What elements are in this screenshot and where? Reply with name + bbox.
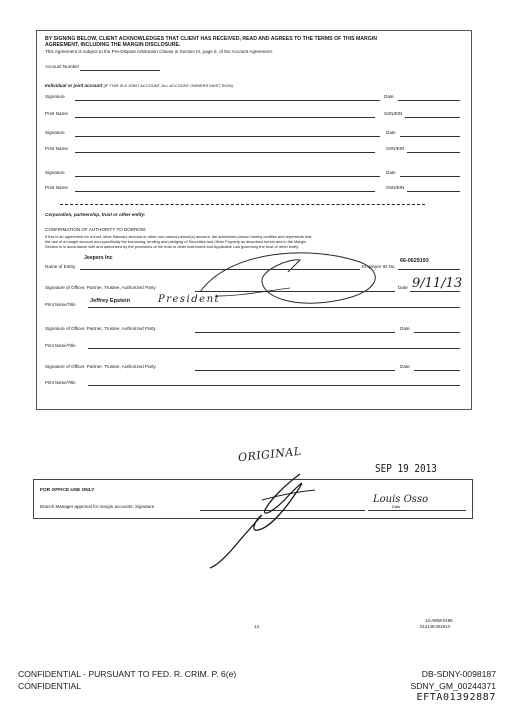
bates-number-1: DB-SDNY-0098187 — [421, 669, 496, 679]
corporation-heading: Corporation, partnership, trust or other entity: — [45, 212, 146, 217]
print-name-title-label-2: Print Name/Title — [45, 343, 76, 348]
account-number-label: Account Number — [45, 64, 80, 69]
manager-approval-label: Branch Manager approval for margin accounts: Signature — [40, 504, 155, 509]
ssn-label-1: SSN/EIN — [384, 111, 403, 116]
signature-label-1: Signature — [45, 94, 65, 99]
confidential-line-1: CONFIDENTIAL - PURSUANT TO FED. R. CRIM. P. 6(e) — [18, 669, 237, 679]
header-line-1: BY SIGNING BELOW, CLIENT ACKNOWLEDGES THAT CLIENT HAS RECEIVED, READ AND AGREES TO THE TERMS OF THIS MARGIN — [45, 36, 378, 42]
confirmation-text-2: the use of a margin account and specifically the borrowing, lending and pledging of Securities and Other Property as described herein and in the Margin — [45, 239, 307, 244]
ssn-label-3: SSN/EIN — [386, 185, 405, 190]
bates-number-3: EFTA01392887 — [416, 692, 496, 703]
officer-signature-label-3: Signature of Officer, Partner, Trustee, Authorized Party — [45, 364, 156, 369]
header-line-3: This Agreement is subject to the Pre-Dispute Arbitration Clause in Section III, page 5, of the Account Agreement. — [45, 49, 274, 54]
header-line-2: AGREEMENT, INCLUDING THE MARGIN DISCLOSURE. — [45, 42, 181, 48]
officer-date-label-1: Date — [398, 285, 408, 290]
signature-label-3: Signature — [45, 170, 65, 175]
date-label-1: Date — [384, 94, 394, 99]
entity-name-label: Name of Entity — [45, 264, 76, 269]
officer-signature-stroke — [215, 288, 290, 296]
officer-signature-label-1: Signature of Officer, Partner, Trustee, Authorized Party — [45, 285, 156, 290]
office-use-heading: FOR OFFICE USE ONLY — [40, 488, 95, 493]
officer-date-label-3: Date — [400, 364, 410, 369]
handwritten-date: 9/11/13 — [412, 276, 463, 291]
ssn-label-2: SSN/EIN — [386, 146, 405, 151]
individual-note: (IF THIS IS A JOINT ACCOUNT, ALL ACCOUNT OWNERS MUST SIGN) — [103, 83, 233, 88]
handwritten-original: ORIGINAL — [237, 444, 303, 465]
received-date-stamp: SEP 19 2013 — [375, 462, 437, 475]
date-label-3: Date — [386, 170, 396, 175]
date-label-2: Date — [386, 130, 396, 135]
manager-signature-scribble — [210, 474, 302, 568]
print-name-title-label-1: Print Name/Title — [45, 302, 76, 307]
confirmation-text-3: Section is in accordance with and authorized by the provisions of the trust or other instrument and Applicable Law governing the trust or other entity. — [45, 244, 300, 249]
handwritten-title: President — [158, 294, 221, 305]
office-date-label: Date — [392, 504, 401, 509]
confidential-line-2: CONFIDENTIAL — [18, 681, 82, 691]
print-name-label-2: Print Name — [45, 146, 68, 151]
signature-label-2: Signature — [45, 130, 65, 135]
print-name-label-1: Print Name — [45, 111, 68, 116]
print-name-label-3: Print Name — [45, 185, 68, 190]
manager-name-handwritten: Louis Osso — [373, 494, 429, 505]
individual-heading-bold: Individual or joint account — [45, 83, 103, 88]
confirmation-text-1: If this is an agreement for a trust, other fiduciary account or other non-natural person(s) account, the authorized person hereby certifies and represents that — [45, 234, 312, 239]
employer-id-label: Employer ID No. — [362, 264, 396, 269]
bates-number-2: SDNY_GM_00244371 — [410, 681, 496, 691]
form-code-2: 012145.002813 — [420, 624, 450, 629]
employer-id-value: 66-0629193 — [400, 258, 429, 264]
print-name-value: Jeffrey Epstein — [90, 298, 131, 304]
page-number: 14 — [254, 624, 260, 629]
entity-name-value: Jeepers Inc — [84, 255, 113, 261]
officer-date-label-2: Date — [400, 326, 410, 331]
form-code-1: 13-AWM-0195 — [425, 618, 453, 623]
officer-signature-label-2: Signature of Officer, Partner, Trustee, Authorized Party — [45, 326, 156, 331]
print-name-title-label-3: Print Name/Title — [45, 380, 76, 385]
confirmation-title: CONFIRMATION OF AUTHORITY TO BORROW: — [45, 227, 147, 232]
